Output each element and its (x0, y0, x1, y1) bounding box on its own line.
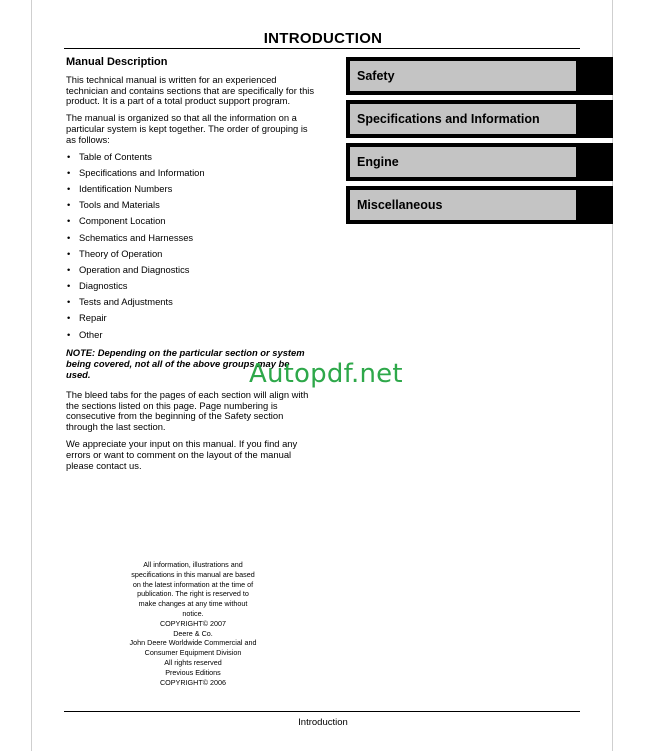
section-heading: Manual Description (66, 56, 168, 68)
list-item: • Specifications and Information (66, 168, 316, 179)
list-item: • Other (66, 330, 316, 341)
list-item: • Operation and Diagnostics (66, 265, 316, 276)
copyright-line: John Deere Worldwide Commercial and (129, 638, 257, 648)
page-title: INTRODUCTION (263, 30, 383, 47)
intro-paragraph: This technical manual is written for an experienced technician and contains sections that are specifically for this product. It is a part of a total product support program. (66, 73, 315, 107)
tab-specifications[interactable] (346, 100, 613, 138)
list-item: • Tools and Materials (66, 200, 316, 211)
copyright-line: Deere & Co. (173, 628, 213, 638)
tab-label: Specifications and Information (350, 104, 576, 134)
copyright-line: All rights reserved (164, 657, 222, 667)
copyright-line: Previous Editions (165, 667, 221, 677)
copyright-line: make changes at any time without (138, 599, 248, 609)
tab-label: Safety (350, 61, 576, 91)
copyright-line: COPYRIGHT© 2006 (159, 677, 226, 687)
list-item: • Component Location (66, 216, 316, 227)
copyright-line: publication. The right is reserved to (137, 589, 249, 599)
copyright-notice (118, 560, 268, 687)
tab-miscellaneous[interactable] (346, 186, 613, 224)
copyright-line: COPYRIGHT© 2007 (159, 618, 226, 628)
manual-description (66, 57, 316, 477)
tab-engine[interactable] (346, 143, 613, 181)
grouping-list (66, 152, 316, 341)
copyright-line: specifications in this manual are based (131, 569, 255, 579)
list-item: • Tests and Adjustments (66, 297, 316, 308)
title-rule (64, 48, 580, 49)
tab-label: Engine (350, 147, 576, 177)
list-item: • Identification Numbers (66, 184, 316, 195)
list-item: • Schematics and Harnesses (66, 233, 316, 244)
tab-safety[interactable] (346, 57, 613, 95)
feedback-paragraph: We appreciate your input on this manual. If you find any errors or want to comment on the layout of the manual please contact us. (66, 438, 298, 471)
watermark: Autopdf.net (249, 359, 403, 389)
list-item: • Diagnostics (66, 281, 316, 292)
tab-label: Miscellaneous (350, 190, 576, 220)
page-footer: Introduction (298, 717, 348, 728)
list-item: • Repair (66, 313, 316, 324)
list-item: • Theory of Operation (66, 249, 316, 260)
copyright-line: notice. (182, 608, 204, 618)
copyright-line: All information, illustrations and (143, 560, 243, 569)
list-item: • Table of Contents (66, 152, 316, 163)
organization-paragraph: The manual is organized so that all the information on a particular system is kept together. The order of grouping is as follows: (66, 112, 308, 145)
copyright-line: on the latest information at the time of (132, 579, 254, 589)
section-tabs (346, 57, 613, 229)
footer-rule (64, 711, 580, 712)
copyright-line: Consumer Equipment Division (144, 648, 242, 658)
note: NOTE: Depending on the particular section or system being covered, not all of the above groups may be used. (66, 347, 305, 381)
bleed-tabs-paragraph: The bleed tabs for the pages of each section will align with the sections listed on this page. Page numbering is consecutive from the beginning of the Safety section through the last section. (66, 388, 309, 433)
